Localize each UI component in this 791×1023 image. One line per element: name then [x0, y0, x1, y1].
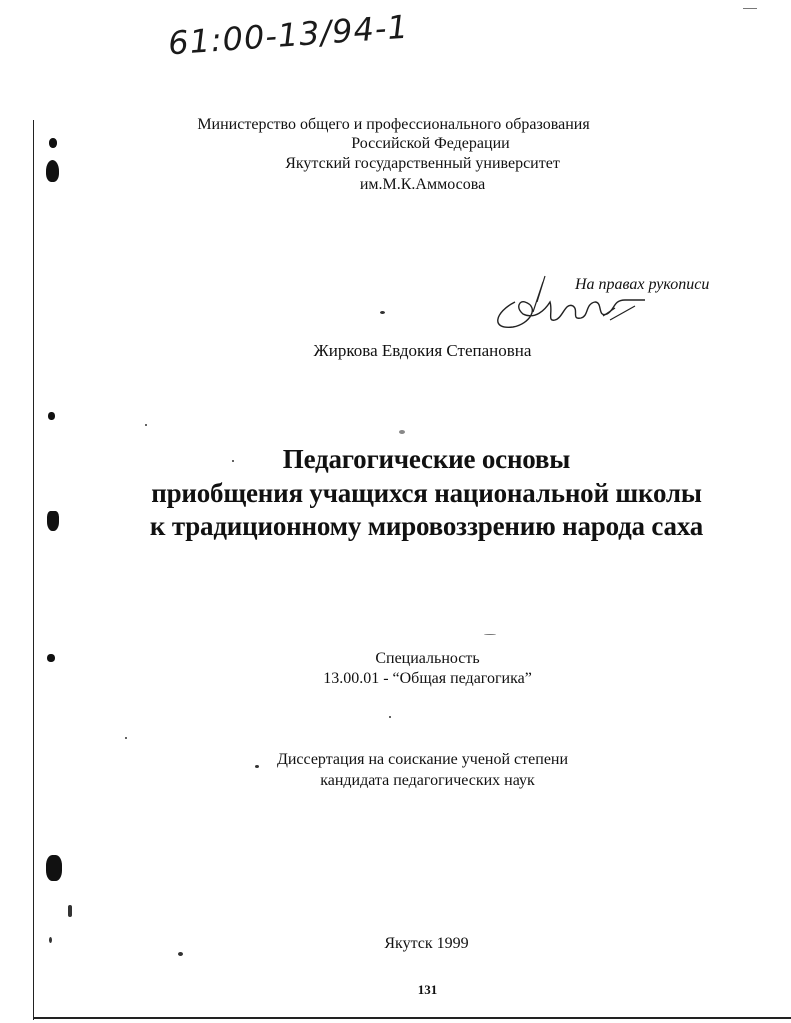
scan-speck — [399, 430, 405, 434]
scan-speck — [380, 311, 385, 314]
dissertation-line-1: Диссертация на соискание ученой степени — [276, 751, 569, 768]
signature — [485, 272, 655, 342]
page-number: 131 — [417, 982, 438, 997]
binding-mark — [46, 855, 62, 881]
scan-left-edge — [33, 120, 34, 1020]
manuscript-note: На правах рукописи — [575, 276, 710, 293]
scan-speck — [389, 716, 391, 718]
scan-speck — [484, 634, 496, 635]
scan-speck — [145, 424, 147, 426]
title-line-1: Педагогические основы — [282, 444, 571, 474]
university-name-line: им.М.К.Аммосова — [359, 176, 486, 193]
scan-top-right-mark — [743, 8, 757, 9]
signature-text: Жиркова — [545, 338, 549, 339]
author-name: Жиркова Евдокия Степановна — [313, 341, 532, 360]
scan-speck — [125, 737, 127, 739]
federation-line: Российской Федерации — [351, 135, 510, 152]
scan-speck — [68, 905, 72, 917]
dissertation-line-2: кандидата педагогических наук — [320, 772, 535, 789]
place-year: Якутск 1999 — [384, 935, 469, 952]
ministry-line: Министерство общего и профессионального образования — [197, 116, 590, 133]
archive-code: 61:00-13/94-1 — [166, 7, 410, 63]
specialty-code: 13.00.01 - “Общая педагогика” — [323, 670, 532, 687]
title-line-2: приобщения учащихся национальной школы — [151, 478, 702, 508]
title-line-3: к традиционному мировоззрению народа саха — [149, 511, 704, 541]
specialty-label: Специальность — [375, 650, 480, 667]
binding-mark — [48, 412, 55, 420]
scan-bottom-edge — [33, 1017, 791, 1019]
university-line: Якутский государственный университет — [285, 155, 560, 172]
